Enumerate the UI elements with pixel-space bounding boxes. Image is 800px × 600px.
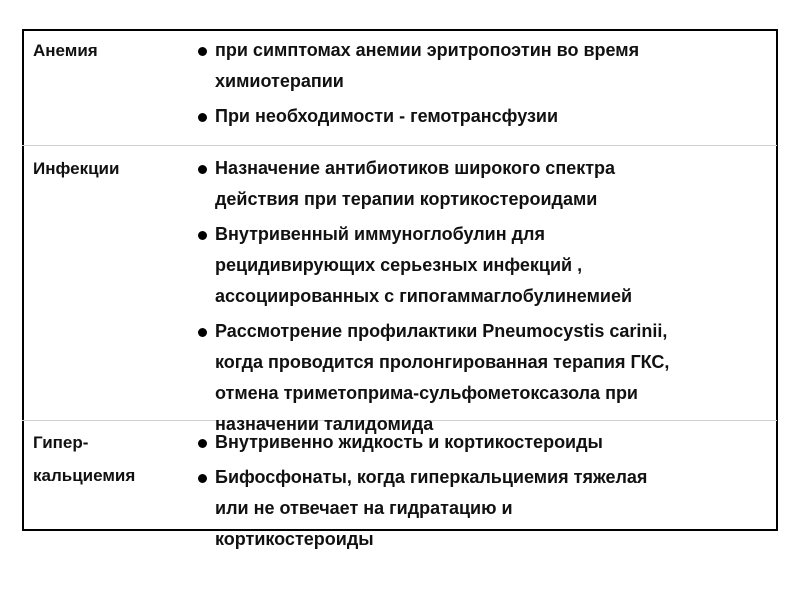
table-border-left (22, 29, 24, 531)
bullet-icon (198, 328, 207, 337)
list-item-line: действия при терапии кортикостероидами (215, 189, 598, 209)
bullet-icon (198, 474, 207, 483)
bullet-icon (198, 47, 207, 56)
list-item-line: рецидивирующих серьезных инфекций , (215, 255, 583, 275)
row-divider (22, 145, 777, 146)
row-label (33, 35, 98, 66)
bullet-list (198, 153, 773, 440)
list-item-line: Бифосфонаты, когда гиперкальциемия тяжелая (215, 467, 648, 487)
list-item-line: кортикостероиды (215, 529, 374, 549)
list-item-line: Внутривенный иммуноглобулин для (215, 224, 545, 244)
list-item-line: химиотерапии (215, 71, 344, 91)
list-item-line: или не отвечает на гидратацию и (215, 498, 513, 518)
list-item-line: отмена триметоприма-сульфометоксазола при (215, 383, 638, 403)
bullet-icon (198, 231, 207, 240)
table-border-top (22, 29, 778, 31)
list-item (198, 153, 773, 215)
bullet-list (198, 35, 773, 132)
list-item (198, 316, 773, 440)
row-label-line: кальциемия (33, 466, 136, 485)
list-item-line: ассоциированных с гипогаммаглобулинемией (215, 286, 633, 306)
bullet-icon (198, 113, 207, 122)
list-item-line: При необходимости - гемотрансфузии (215, 106, 559, 126)
row-label-line: Анемия (33, 41, 98, 60)
list-item-line: при симптомах анемии эритропоэтин во время (215, 40, 640, 60)
row-label (33, 153, 119, 184)
list-item-line: Назначение антибиотиков широкого спектра (215, 158, 616, 178)
bullet-list (198, 427, 773, 555)
bullet-icon (198, 439, 207, 448)
row-label (33, 427, 135, 491)
row-label-line: Гипер- (33, 433, 89, 452)
row-label-line: Инфекции (33, 159, 120, 178)
list-item (198, 35, 773, 97)
list-item-line: Внутривенно жидкость и кортикостероиды (215, 432, 603, 452)
bullet-icon (198, 165, 207, 174)
list-item (198, 462, 773, 555)
list-item-line: назначении талидомида (215, 414, 434, 434)
list-item (198, 101, 773, 132)
list-item (198, 427, 773, 458)
list-item-line: когда проводится пролонгированная терапия ГКС, (215, 352, 670, 372)
table-border-right (776, 29, 778, 531)
list-item-line: Рассмотрение профилактики Pneumocystis carinii, (215, 321, 668, 341)
list-item (198, 219, 773, 312)
